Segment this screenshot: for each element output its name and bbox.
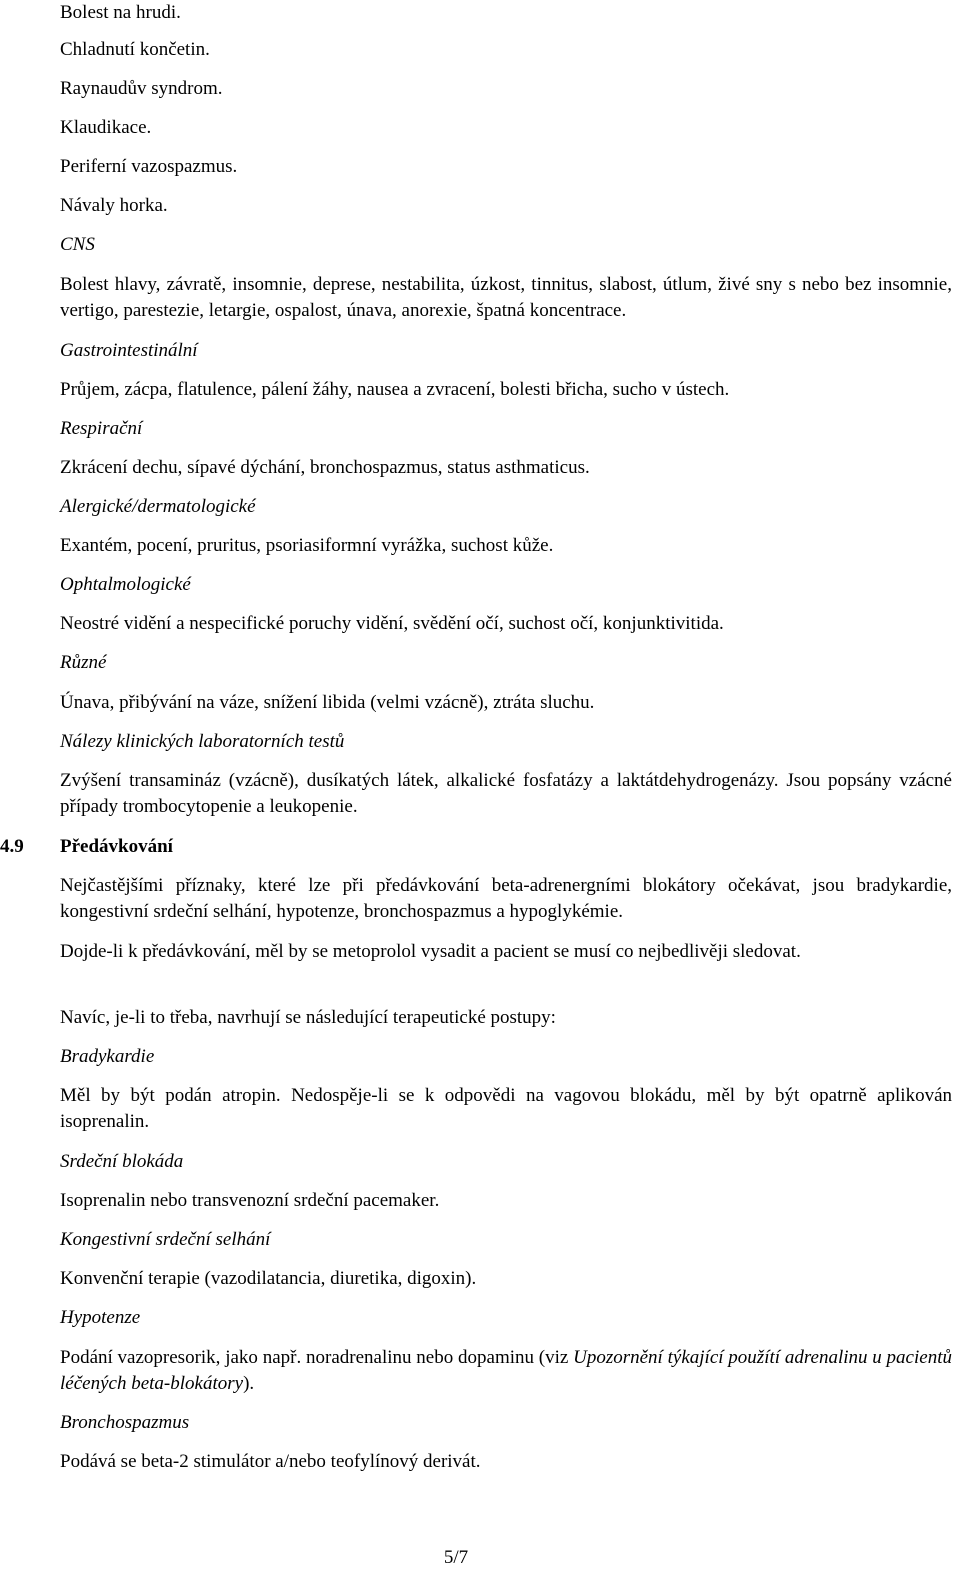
subheading-lab-findings: Nálezy klinických laboratorních testů (60, 731, 345, 752)
hypotension-text-end: ). (243, 1373, 255, 1394)
paragraph-cns: Bolest hlavy, závratě, insomnie, deprese, nestabilita, úzkost, tinnitus, slabost, útlum, živé sny s nebo bez insomnie, vertigo, parestezie, letargie, ospalost, únava, anorexie, špatná koncentrace. (60, 274, 952, 321)
section-title: Předávkování (60, 836, 173, 857)
section-number: 4.9 (0, 836, 24, 857)
list-item: Periferní vazospazmus. (60, 156, 238, 177)
list-item: Chladnutí končetin. (60, 39, 210, 60)
subheading-heart-block: Srdeční blokáda (60, 1151, 184, 1172)
page-number: 5/7 (443, 1547, 469, 1568)
paragraph-overdose-symptoms: Nejčastějšími příznaky, které lze při předávkování beta-adrenergními blokátory očekávat, jsou bradykardie, kongestivní srdeční selhání, hypotenze, bronchospazmus a hypoglykémie. (60, 875, 952, 922)
paragraph-bradycardia: Měl by být podán atropin. Nedospěje-li se k odpovědi na vagovou blokádu, měl by být opatrně aplikován isoprenalin. (60, 1085, 952, 1132)
paragraph-overdose-action: Dojde-li k předávkování, měl by se metoprolol vysadit a pacient se musí co nejbedlivěji sledovat. (60, 941, 801, 962)
hypotension-text-start: Podání vazopresorik, jako např. noradrenalinu nebo dopaminu (viz (60, 1347, 574, 1368)
list-item: Klaudikace. (60, 117, 152, 138)
paragraph-bronchospasm: Podává se beta-2 stimulátor a/nebo teofylínový derivát. (60, 1451, 481, 1472)
subheading-bronchospasm: Bronchospazmus (60, 1412, 190, 1433)
paragraph-lab-findings: Zvýšení transamináz (vzácně), dusíkatých látek, alkalické fosfatázy a laktátdehydrogenázy. Jsou popsány vzácné případy trombocytopenie a leukopenie. (60, 770, 952, 817)
paragraph-dermatologic: Exantém, pocení, pruritus, psoriasiformní vyrážka, suchost kůže. (60, 535, 554, 556)
paragraph-ophthalmologic: Neostré vidění a nespecifické poruchy vidění, svědění očí, suchost očí, konjunktivitida. (60, 613, 724, 634)
list-item: Bolest na hrudi. (60, 2, 181, 23)
subheading-bradycardia: Bradykardie (60, 1046, 155, 1067)
paragraph-gastrointestinal: Průjem, zácpa, flatulence, pálení žáhy, nausea a zvracení, bolesti břicha, sucho v ústech. (60, 379, 730, 400)
paragraph-heart-failure: Konvenční terapie (vazodilatancia, diuretika, digoxin). (60, 1268, 477, 1289)
subheading-ophthalmologic: Ophtalmologické (60, 574, 191, 595)
paragraph-misc: Únava, přibývání na váze, snížení libida (velmi vzácně), ztráta sluchu. (60, 692, 595, 713)
paragraph-heart-block: Isoprenalin nebo transvenozní srdeční pacemaker. (60, 1190, 440, 1211)
paragraph-hypotension (60, 1345, 952, 1397)
list-item: Raynaudův syndrom. (60, 78, 223, 99)
paragraph-overdose-procedures: Navíc, je-li to třeba, navrhují se následující terapeutické postupy: (60, 1007, 556, 1028)
paragraph-respiratory: Zkrácení dechu, sípavé dýchání, bronchospazmus, status asthmaticus. (60, 457, 590, 478)
subheading-hypotension: Hypotenze (60, 1307, 141, 1328)
subheading-respiratory: Respirační (60, 418, 143, 439)
subheading-misc: Různé (60, 652, 107, 673)
subheading-heart-failure: Kongestivní srdeční selhání (60, 1229, 271, 1250)
list-item: Návaly horka. (60, 195, 168, 216)
hypotension-reference: Upozornění týkající použítí adrenalinu u pacientů léčených beta-blokátory (60, 1347, 952, 1394)
subheading-cns: CNS (60, 234, 95, 255)
subheading-gastrointestinal: Gastrointestinální (60, 340, 198, 361)
subheading-dermatologic: Alergické/dermatologické (60, 496, 256, 517)
